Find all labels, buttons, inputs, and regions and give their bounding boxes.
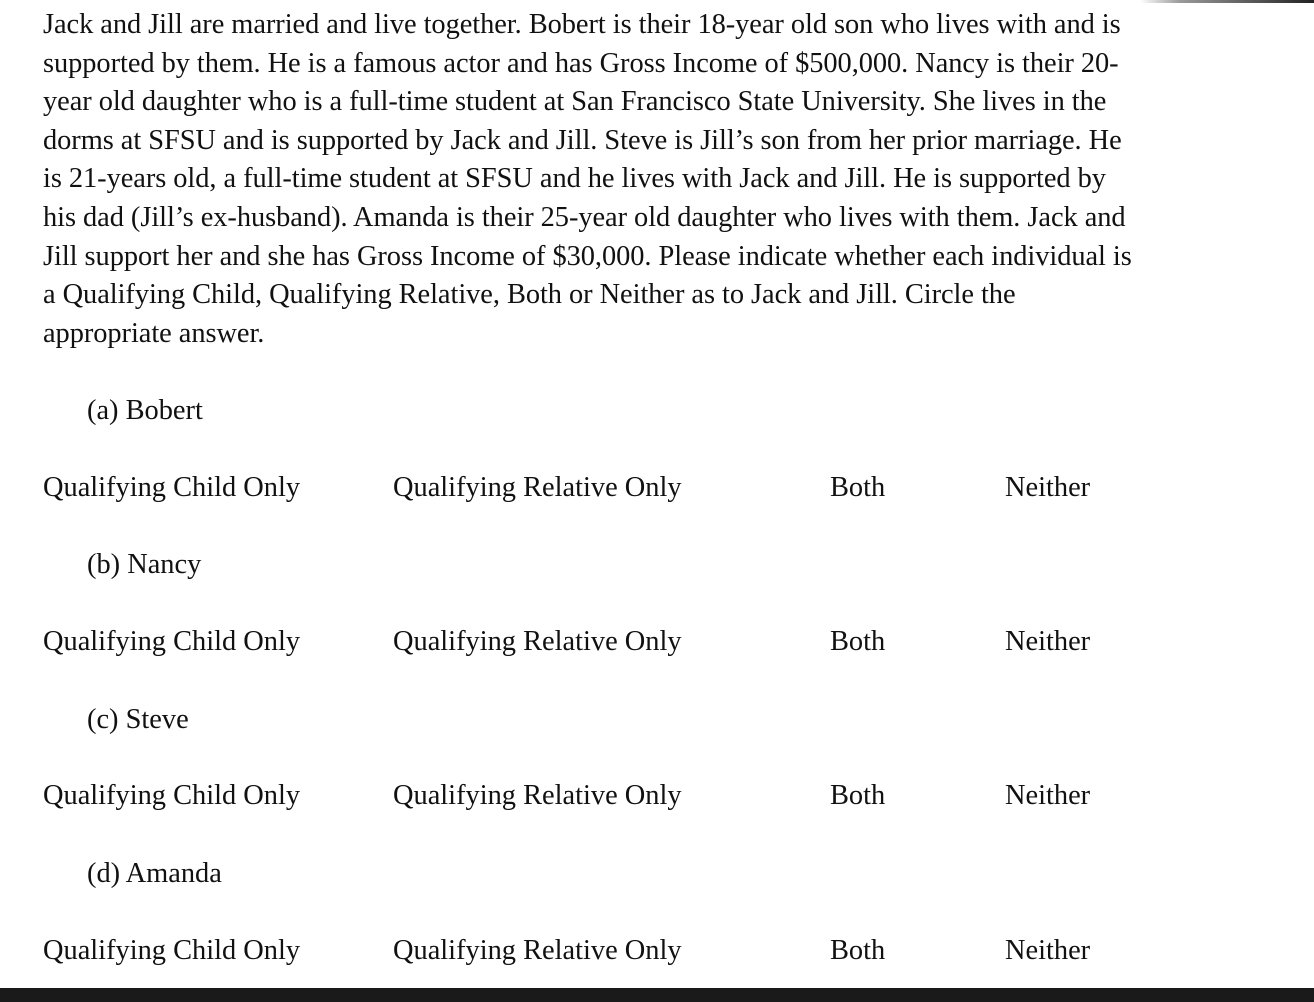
item-label-nancy: (b) Nancy	[87, 549, 202, 580]
question-line: Jill support her and she has Gross Income of $30,000. Please indicate whether each individual is	[43, 240, 1132, 272]
item-label-bobert: (a) Bobert	[87, 395, 203, 426]
option-neither[interactable]: Neither	[1005, 472, 1091, 503]
option-neither[interactable]: Neither	[1005, 780, 1091, 811]
question-line: dorms at SFSU and is supported by Jack and Jill. Steve is Jill’s son from her prior marriage. He	[43, 124, 1122, 156]
question-text	[43, 6, 1193, 353]
answer-options-steve	[0, 779, 1314, 813]
option-both[interactable]: Both	[830, 780, 886, 811]
option-both[interactable]: Both	[830, 935, 886, 966]
item-label-steve: (c) Steve	[87, 704, 189, 735]
question-line: supported by them. He is a famous actor and has Gross Income of $500,000. Nancy is their 20-	[43, 47, 1119, 79]
option-qualifying-child-only[interactable]: Qualifying Child Only	[43, 626, 301, 657]
question-line: his dad (Jill’s ex-husband). Amanda is their 25-year old daughter who lives with them. Jack and	[43, 201, 1126, 233]
answer-options-bobert	[0, 471, 1314, 505]
bottom-edge-bar	[0, 988, 1314, 1002]
option-qualifying-relative-only[interactable]: Qualifying Relative Only	[393, 935, 682, 966]
option-qualifying-relative-only[interactable]: Qualifying Relative Only	[393, 626, 682, 657]
option-both[interactable]: Both	[830, 472, 886, 503]
option-qualifying-child-only[interactable]: Qualifying Child Only	[43, 935, 301, 966]
option-neither[interactable]: Neither	[1005, 935, 1091, 966]
question-line: a Qualifying Child, Qualifying Relative, Both or Neither as to Jack and Jill. Circle the	[43, 279, 1016, 311]
option-qualifying-relative-only[interactable]: Qualifying Relative Only	[393, 472, 682, 503]
answer-options-nancy	[0, 625, 1314, 659]
top-edge-rule	[0, 0, 1314, 3]
answer-options-amanda	[0, 934, 1314, 968]
option-neither[interactable]: Neither	[1005, 626, 1091, 657]
option-qualifying-child-only[interactable]: Qualifying Child Only	[43, 472, 301, 503]
option-both[interactable]: Both	[830, 626, 886, 657]
question-line: year old daughter who is a full-time student at San Francisco State University. She lives in the	[43, 86, 1107, 118]
option-qualifying-relative-only[interactable]: Qualifying Relative Only	[393, 780, 682, 811]
question-line: is 21-years old, a full-time student at SFSU and he lives with Jack and Jill. He is supported by	[43, 163, 1106, 195]
item-label-amanda: (d) Amanda	[87, 858, 222, 889]
question-line: Jack and Jill are married and live together. Bobert is their 18-year old son who lives with and is	[43, 9, 1121, 40]
question-line: appropriate answer.	[43, 317, 265, 349]
option-qualifying-child-only[interactable]: Qualifying Child Only	[43, 780, 301, 811]
